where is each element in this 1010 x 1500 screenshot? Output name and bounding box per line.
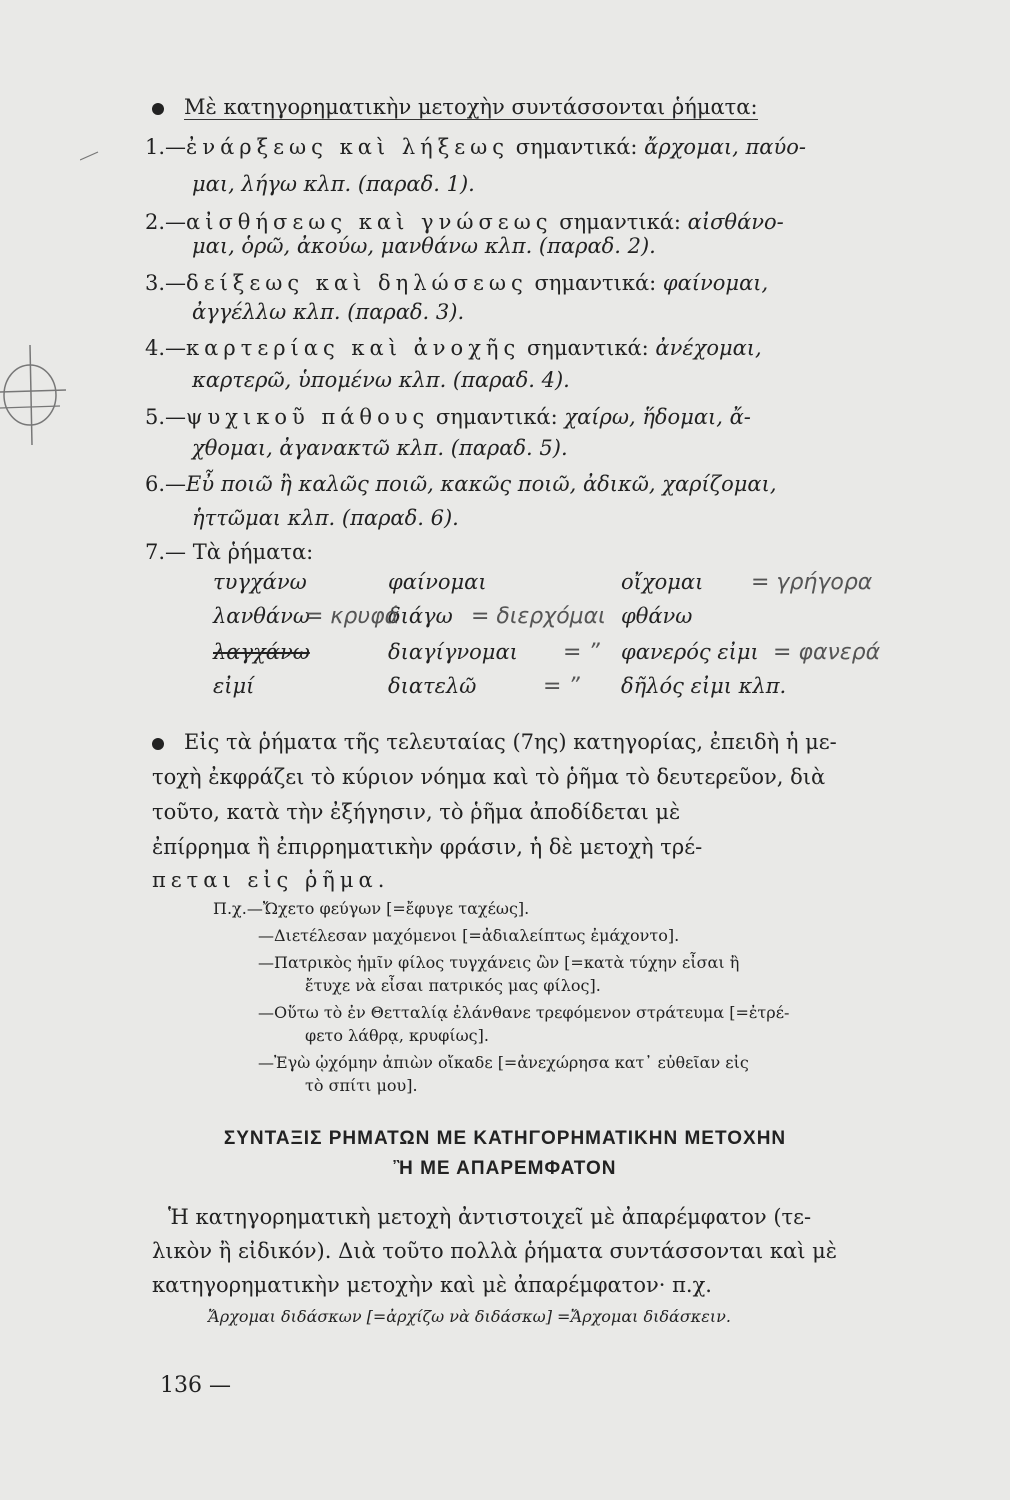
verb-col2: διάγω xyxy=(388,604,453,628)
margin-doodle-icon xyxy=(0,340,70,450)
item-term: ἐνάρξεως καὶ λήξεως xyxy=(186,135,510,159)
example-line: φετο λάθρᾳ, κρυφίως]. xyxy=(305,1026,489,1045)
verb-col3: οἴχομαι xyxy=(621,570,704,594)
item-3 xyxy=(145,268,768,298)
item-term: δείξεως καὶ δηλώσεως xyxy=(186,271,528,295)
item-5 xyxy=(145,402,751,432)
item-rest: σημαντικά: xyxy=(429,405,565,429)
verb-col2: φαίνομαι xyxy=(388,570,487,594)
item-1-cont: μαι, λήγω κλπ. (παραδ. 1). xyxy=(192,172,475,196)
para-text: Εἰς τὰ ῥήματα τῆς τελευταίας (7ης) κατηγορίας, ἐπειδὴ ἡ με- xyxy=(184,730,837,754)
item-number: 1.— xyxy=(145,135,187,159)
item-rest: σημαντικά: xyxy=(520,336,656,360)
item-4-cont: καρτερῶ, ὑπομένω κλπ. (παραδ. 4). xyxy=(192,368,570,392)
verb-col3: φανερός εἰμι xyxy=(621,640,759,664)
item-rest: σημαντικά: xyxy=(552,210,688,234)
example-line: —Διετέλεσαν μαχόμενοι [=ἀδιαλείπτως ἐμάχοντο]. xyxy=(258,926,680,945)
item-4 xyxy=(145,333,762,363)
item-number: 3.— xyxy=(145,271,187,295)
final-example: Ἄρχομαι διδάσκων [=ἀρχίζω νὰ διδάσκω] =Ἄρχομαι διδάσκειν. xyxy=(208,1307,731,1326)
verb-col3: δῆλός εἰμι κλπ. xyxy=(621,674,787,698)
handwritten-note: = ” xyxy=(543,674,580,699)
item-rest: σημαντικά: xyxy=(527,271,663,295)
item-verbs: χαίρω, ἥδομαι, ἄ- xyxy=(564,405,751,429)
item-number: 5.— xyxy=(145,405,187,429)
para2-line-3: κατηγορηματικὴν μετοχὴν καὶ μὲ ἀπαρέμφατον· π.χ. xyxy=(152,1273,712,1297)
handwritten-note: = ” xyxy=(563,640,600,665)
verb-col2: διαγίγνομαι xyxy=(388,640,518,664)
item-number: 4.— xyxy=(145,336,187,360)
para-line-5: πεται εἰς ῥῆμα. xyxy=(152,868,390,892)
section-heading: ΣΥΝΤΑΞΙΣ ΡΗΜΑΤΩΝ ΜΕ ΚΑΤΗΓΟΡΗΜΑΤΙΚΗΝ ΜΕΤΟΧΗΝ xyxy=(223,1128,787,1149)
verb-col1: εἰμί xyxy=(213,674,255,698)
para2-line-2: λικὸν ἢ εἰδικόν). Διὰ τοῦτο πολλὰ ῥήματα συντάσσονται καὶ μὲ xyxy=(152,1239,838,1263)
para2-line-1: Ἡ κατηγορηματικὴ μετοχὴ ἀντιστοιχεῖ μὲ ἀπαρέμφατον (τε- xyxy=(168,1205,812,1229)
para-line-4: ἐπίρρημα ἢ ἐπιρρηματικὴν φράσιν, ἡ δὲ μετοχὴ τρέ- xyxy=(152,835,703,859)
item-verbs: φαίνομαι, xyxy=(662,271,769,295)
handwritten-note: = κρυφά xyxy=(305,604,400,629)
item-5-cont: χθομαι, ἀγανακτῶ κλπ. (παραδ. 5). xyxy=(192,436,568,460)
handwritten-note: = φανερά xyxy=(773,640,881,665)
item-term: καρτερίας καὶ ἀνοχῆς xyxy=(186,336,521,360)
verb-col2: διατελῶ xyxy=(388,674,477,698)
item-verbs: ἀνέχομαι, xyxy=(655,336,762,360)
item-number: 6.— xyxy=(145,472,187,496)
verb-col1: λαγχάνω xyxy=(213,640,310,664)
item-verbs: ἄρχομαι, παύο- xyxy=(644,135,806,159)
item-term: ψυχικοῦ πάθους xyxy=(186,405,430,429)
para-line-1 xyxy=(152,727,837,757)
item-2-cont: μαι, ὁρῶ, ἀκούω, μανθάνω κλπ. (παραδ. 2). xyxy=(192,234,656,258)
bullet-icon xyxy=(152,103,164,115)
item-6 xyxy=(145,469,777,499)
bullet-icon xyxy=(152,738,164,750)
example-line: Π.χ.—Ὤχετο φεύγων [=ἔφυγε ταχέως]. xyxy=(213,899,530,918)
para-line-2: τοχὴ ἐκφράζει τὸ κύριον νόημα καὶ τὸ ῥῆμα τὸ δευτερεῦον, διὰ xyxy=(152,765,826,789)
example-line: —Πατρικὸς ἡμῖν φίλος τυγχάνεις ὢν [=κατὰ τύχην εἶσαι ἢ xyxy=(258,953,740,972)
example-line: —Οὕτω τὸ ἐν Θετταλίᾳ ἐλάνθανε τρεφόμενον στράτευμα [=ἐτρέ- xyxy=(258,1003,790,1022)
item-7: 7.— Τὰ ῥήματα: xyxy=(145,540,314,564)
verb-col1: λανθάνω xyxy=(213,604,310,628)
item-rest: σημαντικά: xyxy=(509,135,645,159)
handwritten-note: = διερχόμαι xyxy=(471,604,606,629)
page-number: 136 — xyxy=(160,1373,231,1398)
item-3-cont: ἀγγέλλω κλπ. (παραδ. 3). xyxy=(192,300,465,324)
verb-col3: φθάνω xyxy=(621,604,693,628)
item-term: Εὖ ποιῶ ἢ καλῶς ποιῶ, κακῶς ποιῶ, ἀδικῶ, χαρίζομαι, xyxy=(186,472,777,496)
item-verbs: αἰσθάνο- xyxy=(687,210,784,234)
handwritten-note: = γρήγορα xyxy=(751,570,873,595)
verb-col1: τυγχάνω xyxy=(213,570,307,594)
item-6-cont: ἡττῶμαι κλπ. (παραδ. 6). xyxy=(192,506,459,530)
item-term: αἰσθήσεως καὶ γνώσεως xyxy=(186,210,553,234)
para-line-3: τοῦτο, κατὰ τὴν ἐξήγησιν, τὸ ῥῆμα ἀποδίδεται μὲ xyxy=(152,800,681,824)
section-heading-2: Ἢ ΜΕ ΑΠΑΡΕΜΦΑΤΟΝ xyxy=(393,1158,617,1179)
item-1 xyxy=(145,132,806,162)
item-number: 2.— xyxy=(145,210,187,234)
example-line: ἔτυχε νὰ εἶσαι πατρικός μας φίλος]. xyxy=(305,976,601,995)
example-line: τὸ σπίτι μου]. xyxy=(305,1076,418,1095)
margin-tick-icon xyxy=(80,150,100,162)
intro-line xyxy=(152,92,758,122)
example-line: —Ἐγὼ ᾠχόμην ἀπιὼν οἴκαδε [=ἀνεχώρησα κατ᾽ εὐθεῖαν εἰς xyxy=(258,1053,749,1072)
intro-text: Μὲ κατηγορηματικὴν μετοχὴν συντάσσονται ῥήματα: xyxy=(184,95,758,119)
